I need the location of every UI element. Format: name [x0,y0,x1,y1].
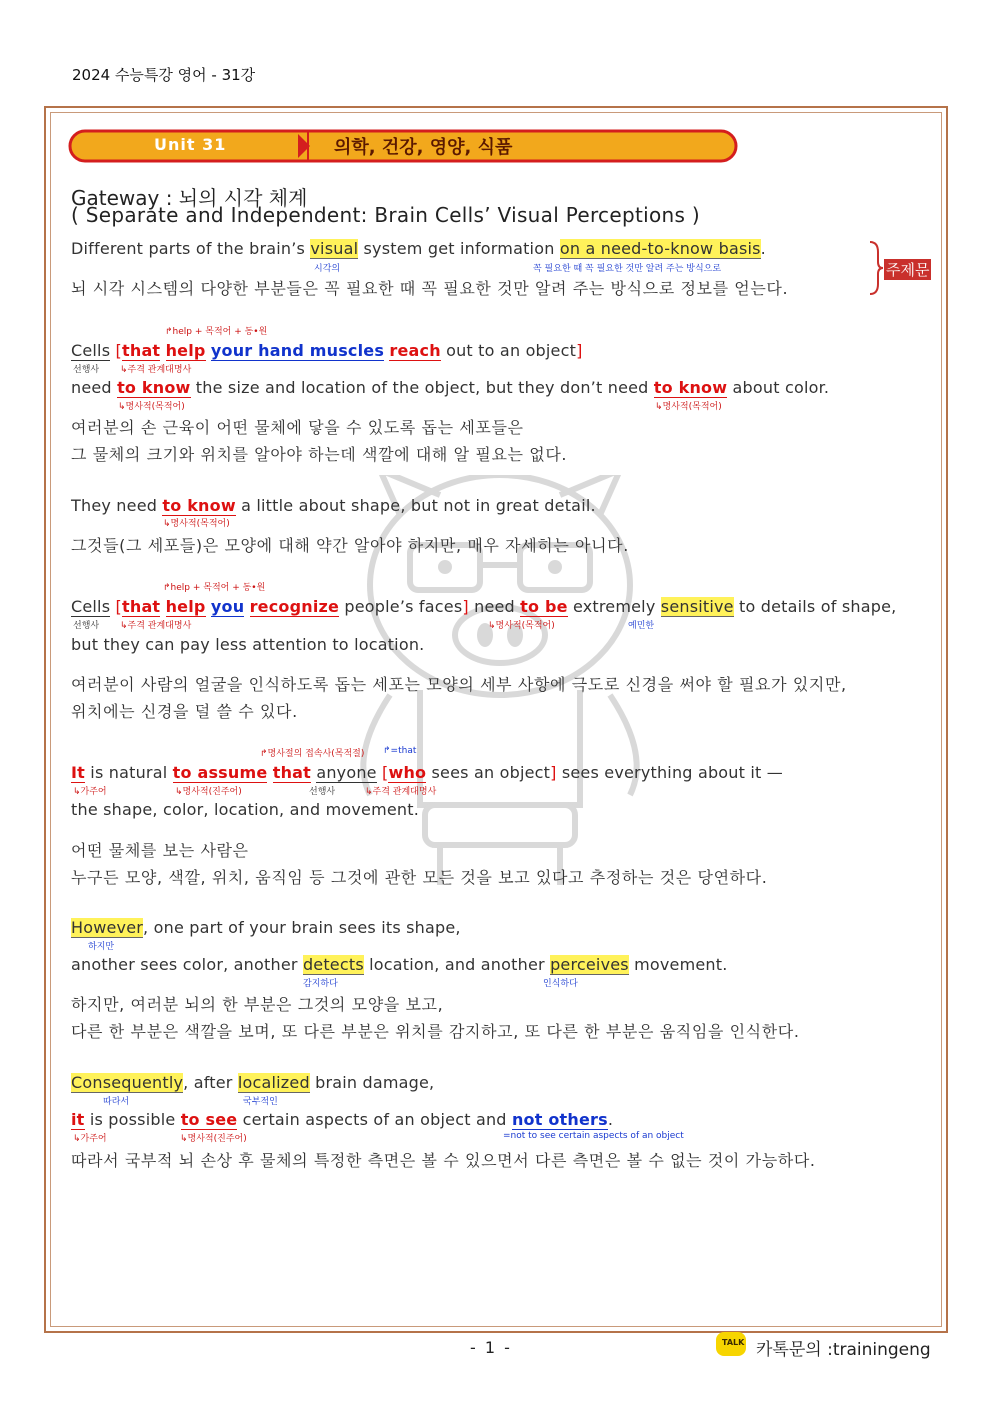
s5-korean-1: 어떤 물체를 보는 사람은 [71,841,249,860]
s5-korean-2: 누구든 모양, 색깔, 위치, 움직임 등 그것에 관한 모든 것을 보고 있다고 추정하는 것은 당연하다. [71,868,768,887]
note-to-know-1: ↳명사적(목적어) [118,402,185,412]
note-antecedent: 선행사 [73,365,100,375]
note-that-equals: ↱=that [383,746,417,756]
vocab-visual: visual [310,239,359,258]
s2-korean-1: 여러분의 손 근육이 어떤 물체에 닿을 수 있도록 돕는 세포들은 [71,418,524,437]
s5-line1: It is natural to assume that anyone [who sees an object] sees everything about it — [71,763,783,782]
note-detects: 감지하다 [303,979,338,989]
note-who: ↳주격 관계대명사 [365,787,437,797]
note-anyone: 선행사 [309,787,336,797]
s7-line1: Consequently, after localized brain damage, [71,1073,435,1092]
s2-line2: need to know the size and location of the object, but they don’t need to know about color. [71,378,830,397]
s3-english: They need to know a little about shape, but not in great detail. [71,496,596,515]
s7-line2: it is possible to see certain aspects of an object and not others. [71,1110,614,1129]
note-basis: 꼭 필요한 때 꼭 필요한 것만 알려 주는 방식으로 [533,264,722,274]
note-to-know-2: ↳명사적(목적어) [655,402,722,412]
note-relative-pronoun: ↳주격 관계대명사 [120,365,192,375]
kakaotalk-icon-label: TALK [722,1338,745,1347]
note-help-construction: ↱help + 목적어 + 동•원 [165,327,268,337]
note-sensitive: 예민한 [628,621,655,631]
s2-line1: Cells [that help your hand muscles reach out to an object] [71,341,583,360]
vocab-consequently: Consequently [71,1073,184,1092]
s4-korean-2: 위치에는 신경을 덜 쓸 수 있다. [71,702,298,721]
note-perceives: 인식하다 [543,979,578,989]
note-relative-pronoun-2: ↳주격 관계대명사 [120,621,192,631]
note-to-see: ↳명사적(진주어) [180,1134,247,1144]
s4-line2: but they can pay less attention to location. [71,635,425,654]
s7-korean: 따라서 국부적 뇌 손상 후 물체의 특정한 측면은 볼 수 있으면서 다른 측면은 볼 수 없는 것이 가능하다. [71,1151,816,1170]
note-dummy-subject: ↳가주어 [73,787,107,797]
s4-line1: Cells [that help you recognize people’s faces] need to be extremely sensitive to details of shape, [71,597,897,616]
document-header: 2024 수능특강 영어 - 31강 [72,66,256,84]
page-number: - 1 - [470,1338,512,1357]
s1-korean: 뇌 시각 시스템의 다양한 부분들은 꼭 필요한 때 꼭 필요한 것만 알려 주는 방식으로 정보를 얻는다. [71,279,789,298]
vocab-detects: detects [302,955,364,974]
theme-bracket-icon [868,240,884,296]
s1-english: Different parts of the brain’s visual system get information on a need-to-know basis. [71,239,766,258]
vocab-need-to-know-basis: on a need-to-know basis [559,239,761,258]
note-that-conjunction: ↱명사절의 접속사(목적절) [260,749,365,759]
note-to-be: ↳명사적(목적어) [488,621,555,631]
s6-line1: However, one part of your brain sees its shape, [71,918,461,937]
vocab-however: However [71,918,144,937]
s2-korean-2: 그 물체의 크기와 위치를 알아야 하는데 색깔에 대해 알 필요는 없다. [71,445,568,464]
vocab-sensitive: sensitive [660,597,734,616]
theme-sentence-label: 주제문 [886,261,930,279]
s5-line2: the shape, color, location, and movement. [71,800,420,819]
unit-number: Unit 31 [154,135,227,154]
s6-korean-2: 다른 한 부분은 색깔을 보며, 또 다른 부분은 위치를 감지하고, 또 다른 한 부분은 움직임을 인식한다. [71,1022,800,1041]
kakao-contact: 카톡문의 :trainingeng [756,1340,931,1360]
s6-line2: another sees color, another detects location, and another perceives movement. [71,955,728,974]
note-not-others: =not to see certain aspects of an object [503,1131,684,1141]
s6-korean-1: 하지만, 여러분 뇌의 한 부분은 그것의 모양을 보고, [71,995,444,1014]
note-however: 하지만 [88,942,115,952]
note-localized: 국부적인 [243,1097,278,1107]
note-visual: 시각의 [314,264,341,274]
note-to-know-3: ↳명사적(목적어) [163,519,230,529]
vocab-localized: localized [237,1073,310,1092]
note-help-construction-2: ↱help + 목적어 + 동•원 [163,583,266,593]
s4-korean-1: 여러분이 사람의 얼굴을 인식하도록 돕는 세포는 모양의 세부 사항에 극도로 신경을 써야 할 필요가 있지만, [71,675,847,694]
vocab-perceives: perceives [550,955,629,974]
note-dummy-subject-2: ↳가주어 [73,1134,107,1144]
note-consequently: 따라서 [103,1097,130,1107]
gateway-title: Gateway : 뇌의 시각 체계 [71,186,308,210]
unit-topic: 의학, 건강, 영양, 식품 [334,137,513,158]
s3-korean: 그것들(그 세포들)은 모양에 대해 약간 알아야 하지만, 매우 자세히는 아니다. [71,536,629,555]
note-antecedent-2: 선행사 [73,621,100,631]
passage-title: ( Separate and Independent: Brain Cells’ Visual Perceptions ) [71,203,700,227]
note-to-assume: ↳명사적(진주어) [175,787,242,797]
